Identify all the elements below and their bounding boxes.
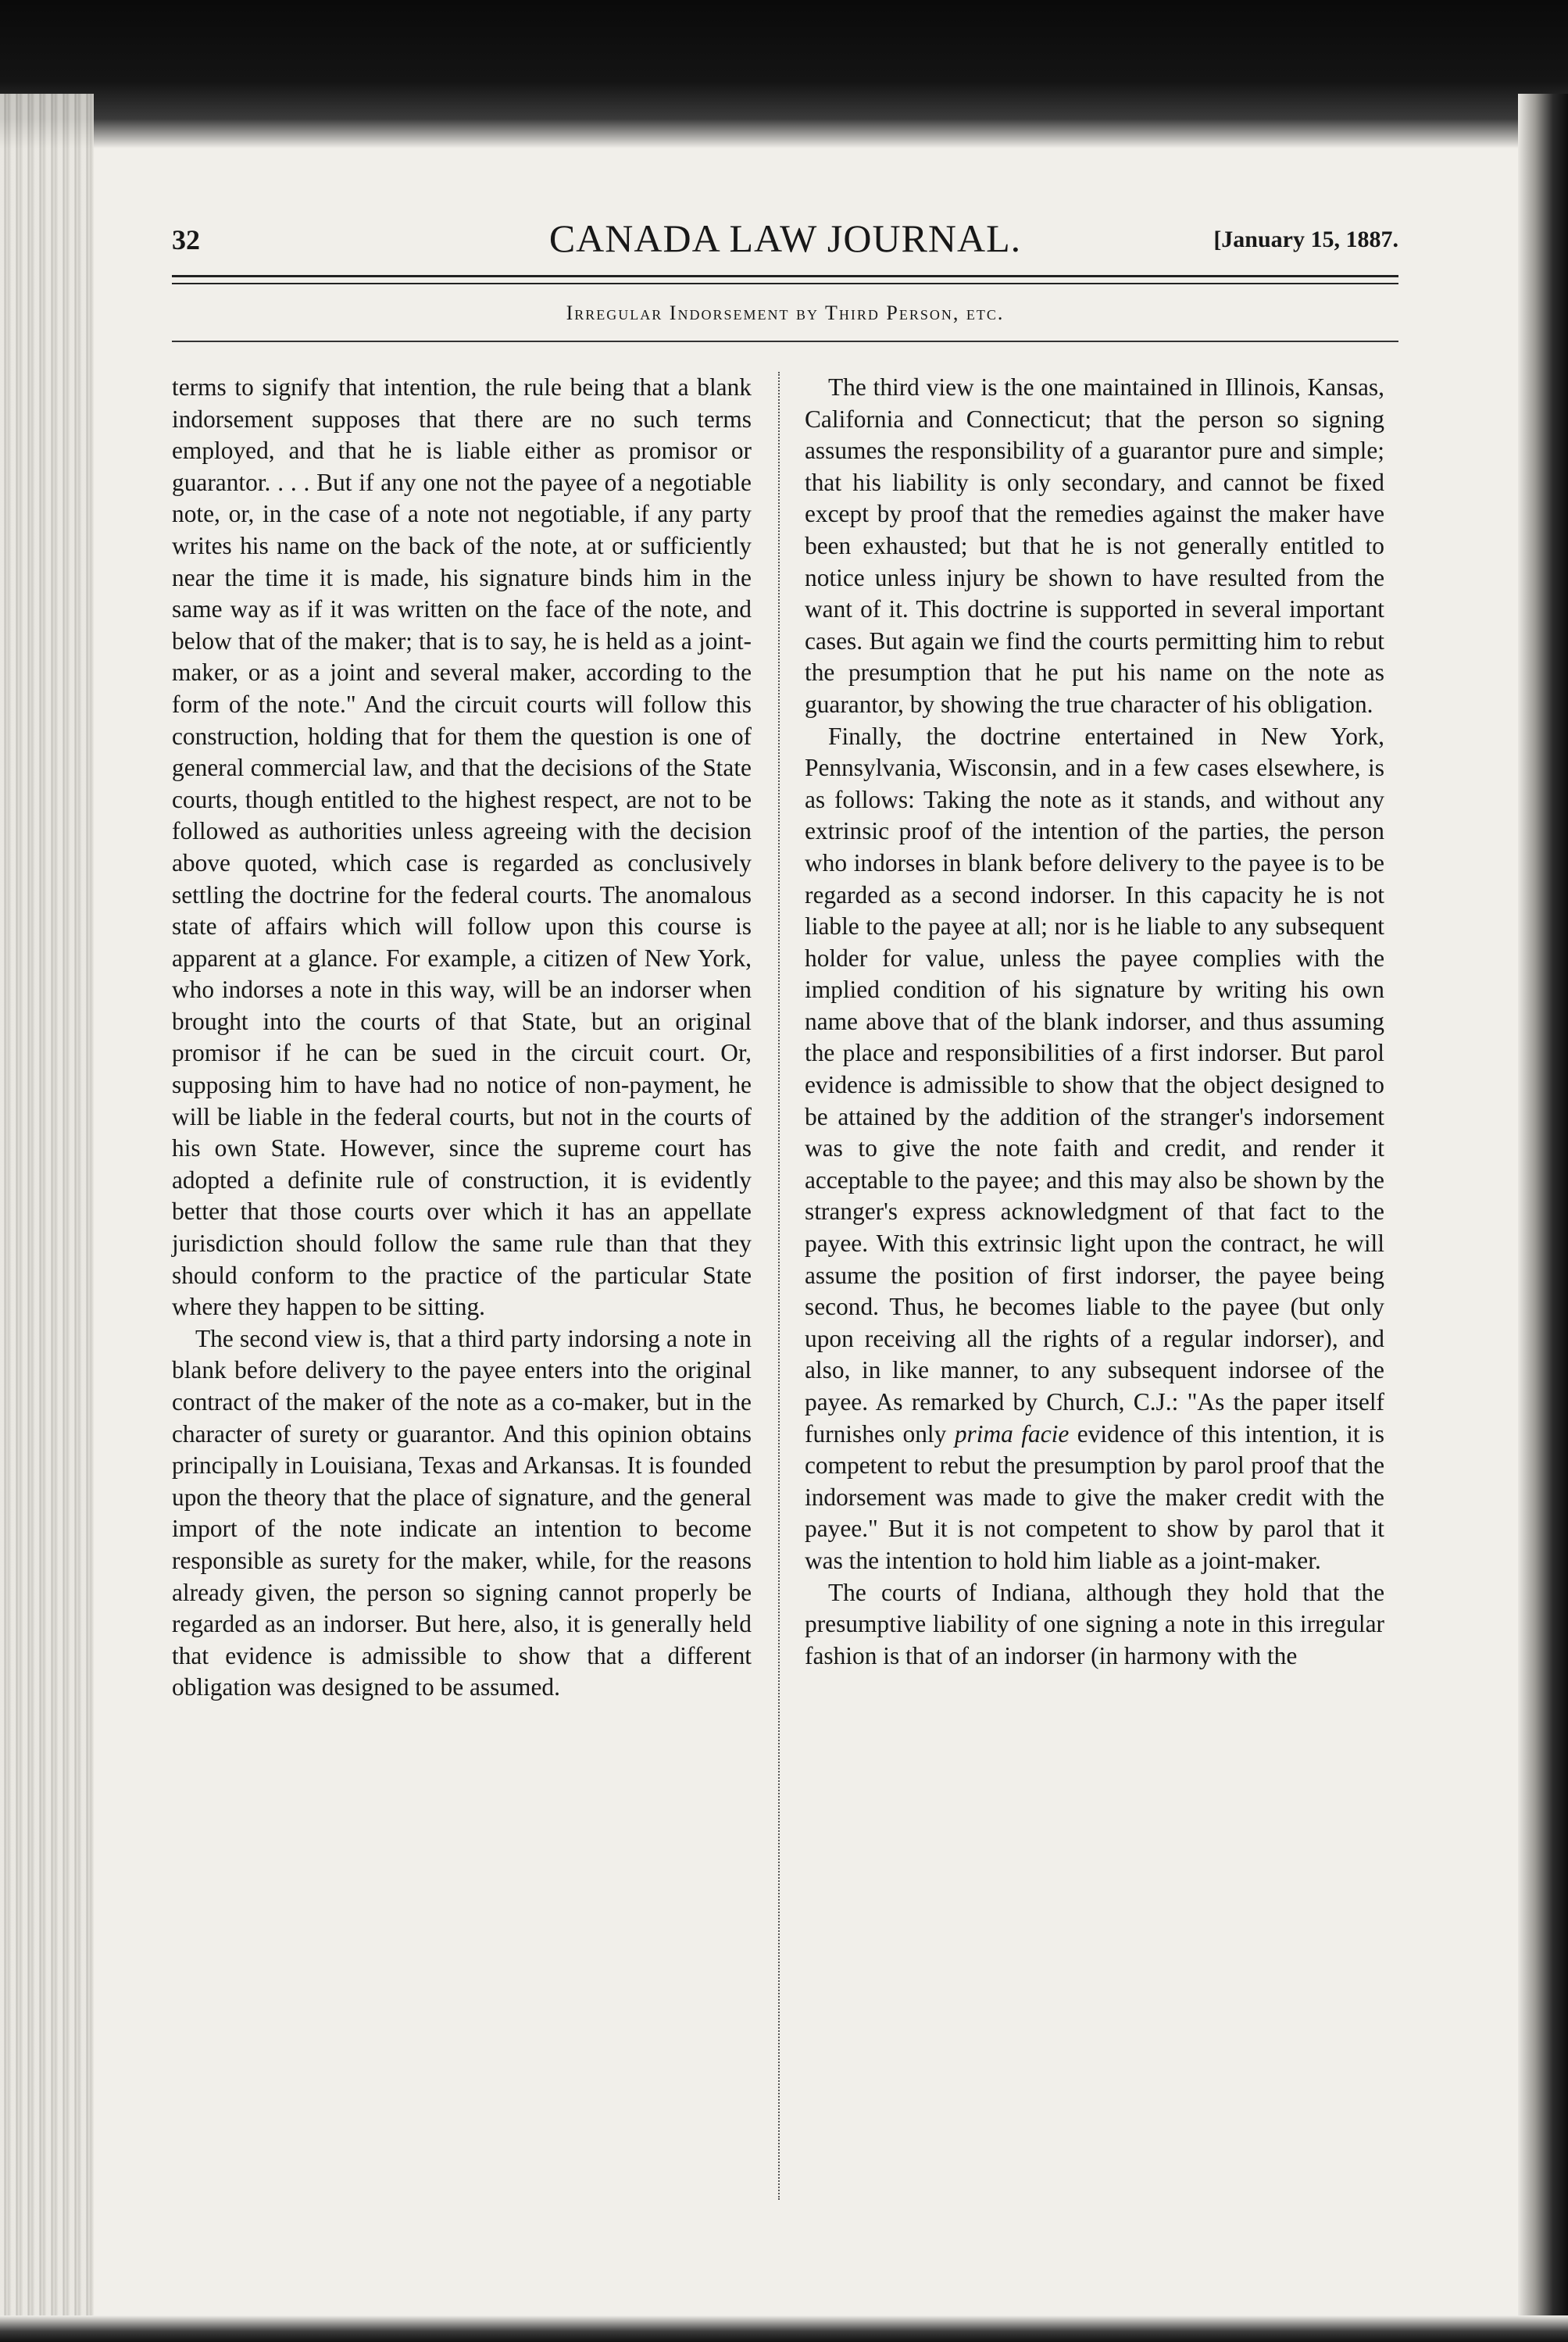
left-paragraph-2: The second view is, that a third party indorsing a note in blank before delivery to the payee enters into the original contract of the maker of the note as a co-maker, but in the character of surety or guarantor. And this opinion obtains principally in Louisiana, Texas and Arkansas. It is founded upon the theory that the place of signature, and the general import of the note indicate an intention to become responsible as surety for the maker, while, for the reasons already given, the person so signing cannot properly be regarded as an indorser. But here, also, it is generally held that evidence is admissible to show that a different obligation was designed to be assumed. [172, 1324, 752, 1701]
column-divider [778, 372, 780, 2200]
title-rule [172, 341, 1398, 342]
right-paragraph-3: The courts of Indiana, although they hold that the presumptive liability of one signing a note in this irregular fashion is that of an indorser (in harmony with the [805, 1578, 1384, 1669]
right-paragraph-1: The third view is the one maintained in Illinois, Kansas, California and Connecticut; that the person so signing assumes the responsibility of a guarantor pure and simple; that his liability is only secondary, and cannot be fixed except by proof that the remedies against the maker have been exhausted; but that he is not generally entitled to notice unless injury be shown to have resulted from the want of it. This doctrine is supported in several important cases. But again we find the courts permitting him to rebut the presumption that he put his name on the note as guarantor, by showing the true character of his obligation. [805, 373, 1384, 718]
left-paragraph-1: terms to signify that intention, the rule being that a blank indorsement supposes that there are no such terms employed, and that he is liable either as promisor or guarantor. . . . But if any one not the payee of a negotiable note, or, in the case of a note not negotiable, if any party writes his name on the back of the note, at or sufficiently near the time it is made, his signature binds him in the same way as if it was written on the face of the note, and below that of the maker; that is to say, he is held as a joint-maker, or as a joint and several maker, according to the form of the note." And the circuit courts will follow this construction, holding that for them the question is one of general commercial law, and that the decisions of the State courts, though entitled to the highest respect, are not to be followed as authorities unless agreeing with the decision above quoted, which case is regarded as conclusively settling the doctrine for the federal courts. The anomalous state of affairs which will follow upon this course is apparent at a glance. For example, a citizen of New York, who indorses a note in this way, will be an indorser when brought into the courts of that State, but an original promisor if he can be sued in the circuit court. Or, supposing him to have had no notice of non-payment, he will be liable in the federal courts, but not in the courts of his own State. However, since the supreme court has adopted a definite rule of construction, it is evidently better that those courts over which it has an appellate jurisdiction should follow the same rule than that they should conform to the practice of the particular State where they happen to be sitting. [172, 373, 752, 1321]
scan-bottom-edge [0, 2315, 1568, 2342]
article-title: Irregular Indorsement by Third Person, etc. [566, 302, 1005, 324]
scan-binding-edge [0, 94, 94, 2342]
issue-date: [January 15, 1887. [1213, 227, 1398, 252]
page-number: 32 [172, 224, 200, 255]
header-double-rule [172, 275, 1398, 284]
prima-facie-italic: prima facie [954, 1419, 1070, 1448]
journal-title: CANADA LAW JOURNAL. [548, 216, 1022, 260]
right-paragraph-2-rest: evidence of this intention, it is competent to rebut the presumption by parol proof that the indorsement was made to give the maker credit with the payee." But it is not competent to show by parol that it was the intention to hold him liable as a joint-maker. [805, 1419, 1384, 1574]
right-column [805, 372, 1384, 1672]
running-head [172, 211, 1398, 266]
right-paragraph-2-text: Finally, the doctrine entertained in New York, Pennsylvania, Wisconsin, and in a few cases elsewhere, is as follows: Taking the note as it stands, and without any extrinsic proof of the intention of the parties, the person who indorses in blank before delivery to the payee is to be regarded as a second indorser. In this capacity he is not liable to the payee at all; nor is he liable to any subsequent holder for value, unless the payee complies with the implied condition of his signature by writing his own name above that of the blank indorser, and thus assuming the place and responsibilities of a first indorser. But parol evidence is admissible to show that the object designed to be attained by the addition of the stranger's indorsement was to give the note faith and credit, and render it acceptable to the payee; and this may also be shown by the stranger's express acknowledgment of that fact to the payee. With this extrinsic light upon the contract, he will assume the position of first indorser, the payee being second. Thus, he becomes liable to the payee (but only upon receiving all the rights of a regular indorser), and also, in like manner, to any subsequent indorsee of the payee. As remarked by Church, C.J.: "As the paper itself furnishes only [805, 722, 1384, 1448]
left-column [172, 372, 752, 1704]
journal-page [172, 211, 1398, 2211]
right-paragraph-2 [805, 721, 1384, 1577]
scan-right-edge [1518, 94, 1568, 2342]
scan-top-shadow [0, 0, 1568, 148]
